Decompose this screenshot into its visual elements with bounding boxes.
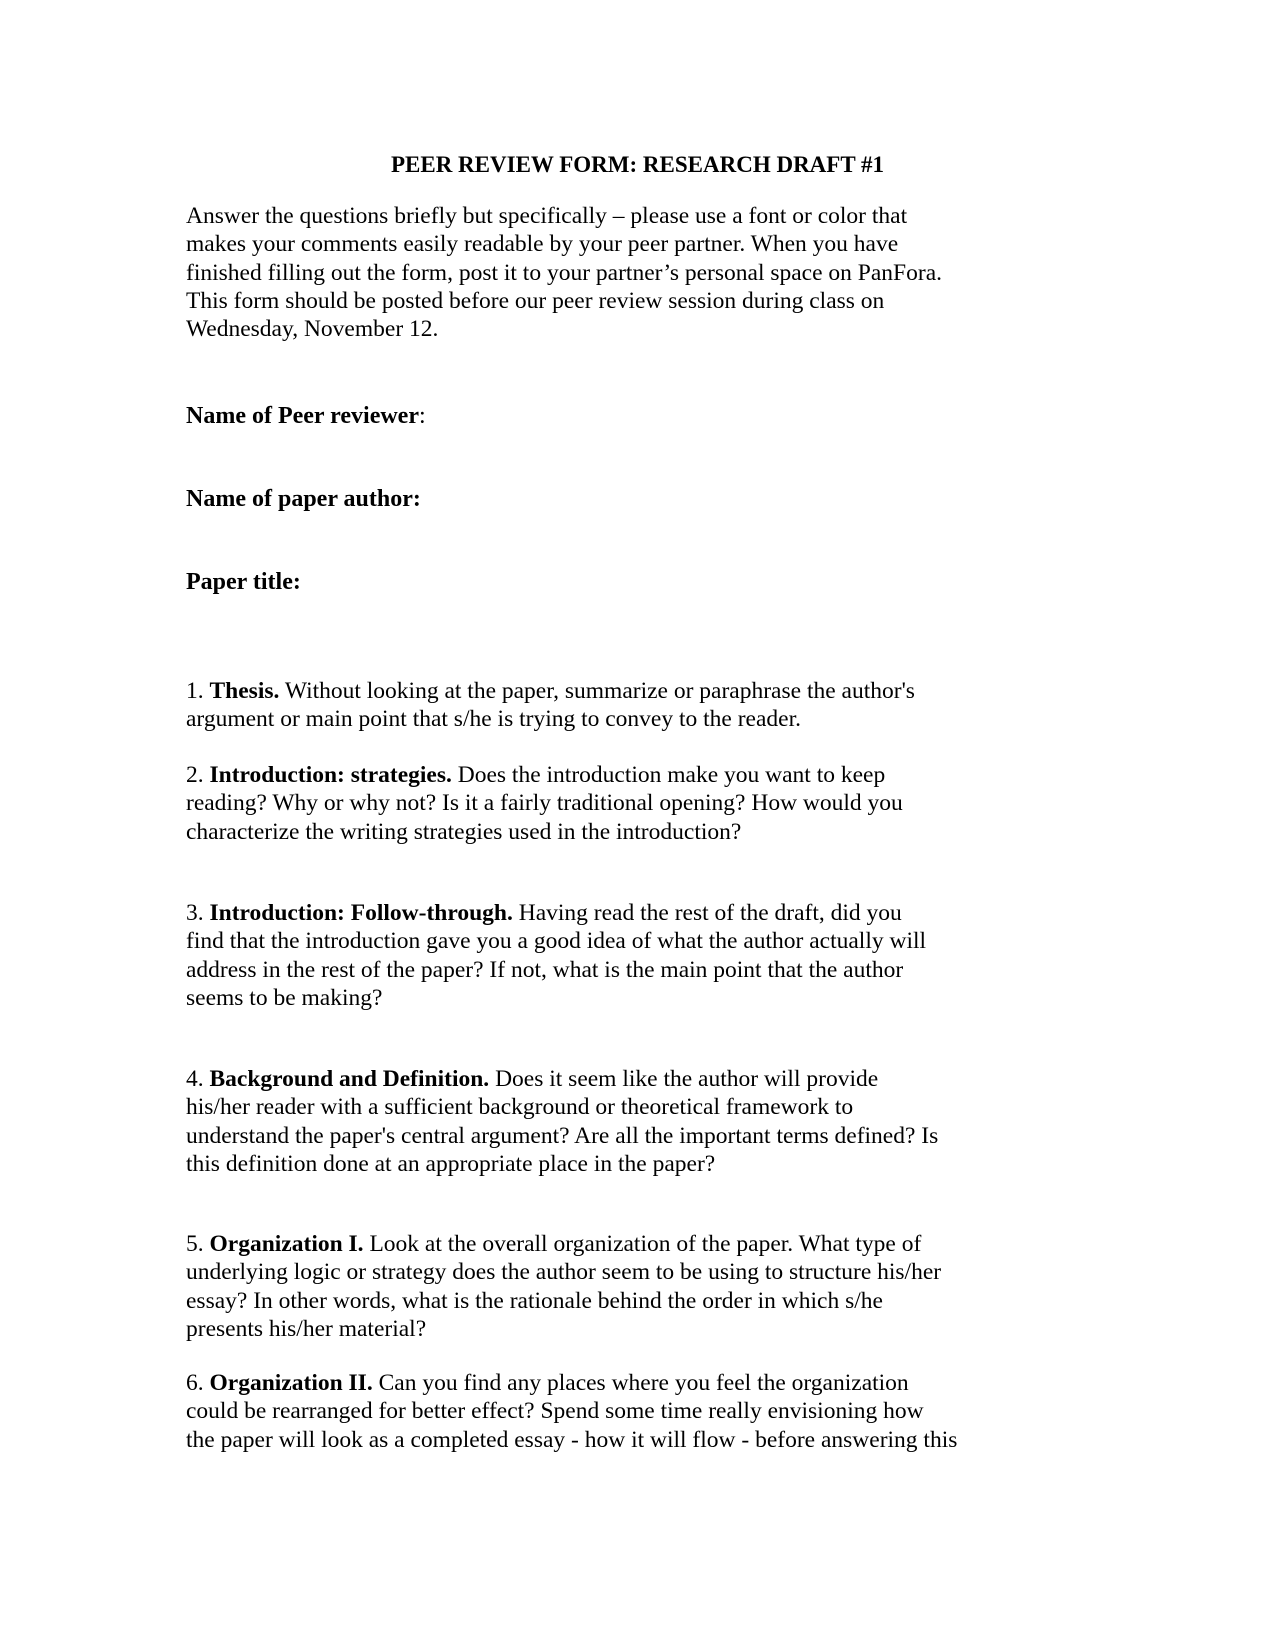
question-text: Having read the rest of the draft, did you xyxy=(512,900,902,926)
question-number: 4. xyxy=(186,1066,210,1092)
question-4-line: this definition done at an appropriate place in the paper? xyxy=(186,1150,716,1177)
question-2 xyxy=(186,761,1086,846)
question-heading: Introduction: strategies. xyxy=(209,762,452,788)
paper-author-label: Name of paper author: xyxy=(186,486,421,512)
question-heading: Thesis. xyxy=(209,678,280,704)
question-3-line: address in the rest of the paper? If not, what is the main point that the author xyxy=(186,956,904,983)
question-heading: Introduction: Follow-through. xyxy=(209,900,513,926)
question-4-line: his/her reader with a sufficient background or theoretical framework to xyxy=(186,1094,854,1121)
question-heading: Organization II. xyxy=(209,1370,373,1396)
paper-title-field xyxy=(186,567,301,597)
question-text: Look at the overall organization of the paper. What type of xyxy=(363,1231,922,1257)
question-3-line: seems to be making? xyxy=(186,984,383,1011)
question-6-line: the paper will look as a completed essay - how it will flow - before answering this xyxy=(186,1426,958,1453)
instructions-line: finished filling out the form, post it to your partner’s personal space on PanFora. xyxy=(186,259,942,286)
question-3 xyxy=(186,899,1086,1012)
question-3-line: find that the introduction gave you a good idea of what the author actually will xyxy=(186,928,927,955)
peer-reviewer-colon: : xyxy=(418,403,426,429)
instructions-line: Wednesday, November 12. xyxy=(186,316,439,343)
instructions-line: Answer the questions briefly but specifically – please use a font or color that xyxy=(186,203,908,229)
question-text: Without looking at the paper, summarize or paraphrase the author's xyxy=(279,678,915,704)
peer-reviewer-label: Name of Peer reviewer xyxy=(186,403,419,429)
instructions-line: makes your comments easily readable by your peer partner. When you have xyxy=(186,231,899,258)
question-4 xyxy=(186,1065,1086,1178)
question-6-line: could be rearranged for better effect? Spend some time really envisioning how xyxy=(186,1398,924,1425)
question-heading: Organization I. xyxy=(209,1231,364,1257)
paper-author-field xyxy=(186,484,421,514)
question-5-line: underlying logic or strategy does the author seem to be using to structure his/her xyxy=(186,1259,942,1286)
document-title: PEER REVIEW FORM: RESEARCH DRAFT #1 xyxy=(390,152,885,177)
question-1-line: argument or main point that s/he is trying to convey to the reader. xyxy=(186,706,801,733)
question-5-line: presents his/her material? xyxy=(186,1315,427,1342)
paper-title-label: Paper title: xyxy=(186,569,301,595)
question-text: Does it seem like the author will provide xyxy=(489,1066,879,1092)
question-1 xyxy=(186,677,1086,734)
peer-reviewer-field xyxy=(186,401,426,431)
question-number: 5. xyxy=(186,1231,210,1257)
question-6 xyxy=(186,1369,1086,1454)
question-2-line xyxy=(186,761,1086,789)
instructions-line: This form should be posted before our peer review session during class on xyxy=(186,287,885,314)
question-2-line: characterize the writing strategies used in the introduction? xyxy=(186,818,742,845)
question-1-line xyxy=(186,677,1086,705)
question-4-line: understand the paper's central argument? Are all the important terms defined? Is xyxy=(186,1122,939,1149)
question-5-line: essay? In other words, what is the rationale behind the order in which s/he xyxy=(186,1287,883,1314)
question-text: Does the introduction make you want to keep xyxy=(451,762,886,788)
question-3-line xyxy=(186,899,1086,927)
question-5 xyxy=(186,1230,1086,1343)
question-6-line xyxy=(186,1369,1086,1397)
instructions-paragraph xyxy=(186,202,1086,343)
question-number: 1. xyxy=(186,678,210,704)
question-heading: Background and Definition. xyxy=(209,1066,490,1092)
question-number: 2. xyxy=(186,762,210,788)
question-number: 3. xyxy=(186,900,210,926)
question-text: Can you find any places where you feel the organization xyxy=(372,1370,909,1396)
question-2-line: reading? Why or why not? Is it a fairly traditional opening? How would you xyxy=(186,790,903,817)
question-4-line xyxy=(186,1065,1086,1093)
question-number: 6. xyxy=(186,1370,210,1396)
question-5-line xyxy=(186,1230,1086,1258)
